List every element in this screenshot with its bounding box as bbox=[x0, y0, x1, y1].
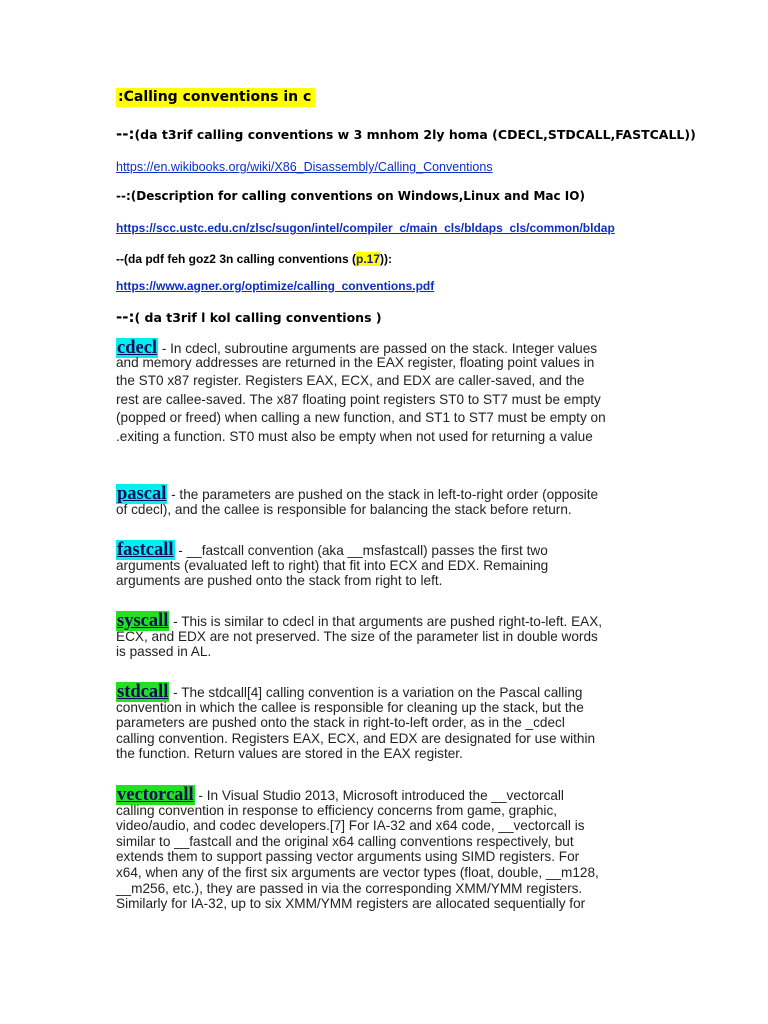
convention-stdcall bbox=[116, 682, 656, 762]
page-title: :Calling conventions in c bbox=[116, 88, 315, 107]
convention-cdecl bbox=[116, 338, 656, 445]
heading-dash: --: bbox=[116, 125, 135, 143]
heading-pdf bbox=[116, 252, 392, 266]
link-agner[interactable]: https://www.agner.org/optimize/calling_conventions.pdf bbox=[116, 279, 435, 293]
convention-line: the ST0 x87 register. Registers EAX, ECX, and EDX are caller-saved, and the bbox=[116, 373, 585, 389]
convention-line: Similarly for IA-32, up to six XMM/YMM registers are allocated sequentially for bbox=[116, 896, 586, 912]
convention-line: of cdecl), and the callee is responsible for balancing the stack before return. bbox=[116, 501, 572, 517]
heading-text: (da t3rif calling conventions w 3 mnhom 2ly homa (CDECL,STDCALL,FASTCALL)) bbox=[134, 127, 696, 142]
convention-line: parameters are pushed onto the stack in right-to-left order, as in the _cdecl bbox=[116, 715, 565, 731]
convention-name: pascal bbox=[117, 484, 167, 504]
convention-line: - In cdecl, subroutine arguments are passed on the stack. Integer values bbox=[158, 341, 598, 356]
convention-line: the function. Return values are stored in the EAX register. bbox=[116, 746, 463, 762]
convention-line: (popped or freed) when calling a new function, and ST1 to ST7 must be empty on bbox=[116, 410, 606, 426]
convention-line: - The stdcall[4] calling convention is a variation on the Pascal calling bbox=[169, 685, 583, 700]
convention-pascal bbox=[116, 484, 656, 517]
convention-name: vectorcall bbox=[117, 785, 194, 805]
convention-line: rest are callee-saved. The x87 floating point registers ST0 to ST7 must be empty bbox=[116, 391, 601, 407]
heading-overview bbox=[116, 125, 696, 143]
convention-line: and memory addresses are returned in the EAX register, floating point values in bbox=[116, 354, 595, 370]
convention-line: similar to __fastcall and the original x64 calling conventions respectively, but bbox=[116, 833, 574, 849]
convention-syscall bbox=[116, 611, 656, 660]
convention-line: extends them to support passing vector arguments using SIMD registers. For bbox=[116, 849, 580, 865]
convention-line: arguments (evaluated left to right) that fit into ECX and EDX. Remaining bbox=[116, 557, 549, 573]
heading-description bbox=[116, 189, 585, 203]
convention-name: syscall bbox=[117, 611, 169, 631]
convention-line: - __fastcall convention (aka __msfastcall) passes the first two bbox=[174, 543, 548, 558]
convention-line: x64, when any of the first six arguments are vector types (float, double, __m128, bbox=[116, 864, 599, 880]
heading-definitions bbox=[116, 308, 382, 326]
convention-name: fastcall bbox=[117, 540, 174, 560]
convention-name: cdecl bbox=[117, 338, 158, 358]
link-ustc[interactable]: https://scc.ustc.edu.cn/zlsc/sugon/intel/compiler_c/main_cls/bldaps_cls/common/bldap bbox=[116, 221, 615, 235]
heading-dash: --: bbox=[116, 308, 135, 326]
convention-line: calling convention. Registers EAX, ECX, and EDX are designated for use within bbox=[116, 730, 596, 746]
convention-line: - the parameters are pushed on the stack in left-to-right order (opposite bbox=[167, 487, 599, 502]
heading-text: (Description for calling conventions on Windows,Linux and Mac IO) bbox=[130, 189, 585, 203]
convention-line: - This is similar to cdecl in that arguments are pushed right-to-left. EAX, bbox=[169, 614, 603, 629]
convention-line: convention in which the callee is responsible for cleaning up the stack, but the bbox=[116, 699, 584, 715]
heading-text: ( da t3rif l kol calling conventions ) bbox=[134, 310, 382, 325]
convention-line: video/audio, and codec developers.[7] For IA-32 and x64 code, __vectorcall is bbox=[116, 818, 585, 834]
page-reference: p.17 bbox=[356, 252, 381, 266]
heading-suffix: )): bbox=[380, 252, 393, 266]
convention-line: ECX, and EDX are not preserved. The size of the parameter list in double words bbox=[116, 628, 598, 644]
convention-vectorcall bbox=[116, 785, 656, 912]
convention-line: is passed in AL. bbox=[116, 644, 212, 660]
heading-dash: --: bbox=[116, 189, 131, 203]
convention-line: - In Visual Studio 2013, Microsoft introduced the __vectorcall bbox=[194, 788, 564, 803]
convention-line: calling convention in response to efficiency concerns from game, graphic, bbox=[116, 802, 558, 818]
convention-line: .exiting a function. ST0 must also be empty when not used for returning a value bbox=[116, 428, 593, 444]
convention-name: stdcall bbox=[117, 682, 169, 702]
link-wikibooks[interactable]: https://en.wikibooks.org/wiki/X86_Disassembly/Calling_Conventions bbox=[116, 160, 493, 174]
convention-line: __m256, etc.), they are passed in via the corresponding XMM/YMM registers. bbox=[116, 880, 583, 896]
heading-prefix: --(da pdf feh goz2 3n calling conventions ( bbox=[116, 252, 357, 266]
convention-line: arguments are pushed onto the stack from right to left. bbox=[116, 573, 443, 589]
convention-fastcall bbox=[116, 540, 656, 589]
